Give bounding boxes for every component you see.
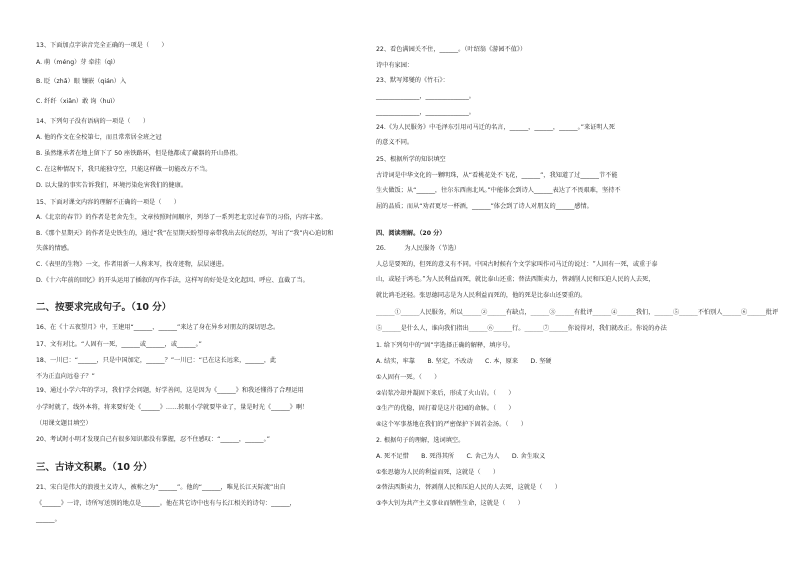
- text-line: （用课文题目填空）: [36, 420, 92, 427]
- text-line: A. 他的作文在全校第七，而且常常居全班之冠: [36, 134, 162, 141]
- text-line: A. 死不足惜 B. 死得其所 C. 舍己为人 D. 舍生取义: [376, 453, 546, 460]
- text-line: 16、在《十五夜望月》中，王建用“______、______”来达了身在异乡对朋友的深切思念。: [36, 324, 280, 331]
- text-line: 的意义不同。: [376, 139, 414, 146]
- text-line: 就比鸿毛还轻。张思德同志是为人民利益而死的，他的死是比泰山还要重的。: [376, 292, 587, 299]
- text-line: C. 纤纤（xiān）敢 询（huì）: [36, 98, 119, 105]
- text-line: 25、根据所学的知识填空: [376, 156, 446, 163]
- text-line: ①人固有一死。（ ）: [376, 374, 441, 381]
- text-line: ①张思德为人民的利益而死，这就是（ ）: [376, 469, 500, 476]
- text-line: 15、下面对课文内容的理解不正确的一项是（ ）: [36, 199, 180, 206]
- text-line: 26. 为人民服务（节选）: [376, 245, 461, 252]
- text-line: 不为正直向远卷子？”: [36, 373, 95, 380]
- text-line: ③生产的优稳，固打着是这片花园的命脉。（ ）: [376, 405, 515, 412]
- text-line: ______________，______________。: [376, 109, 475, 116]
- text-line: 屈的品质；而从“劝君更尽一杯酒，______”体会到了诗人对朋友的______感情。: [376, 203, 593, 210]
- text-line: ③李大钊为共产主义事业而牺牲生命，这就是（ ）: [376, 500, 524, 507]
- text-line: ②替法西斯卖力，替剥削人民和压迫人民的人去死，这就是（ ）: [376, 484, 561, 491]
- text-line: ______________，______________。: [376, 93, 475, 100]
- text-line: 1. 给下列句中的“固”字选择正确的解释，填序号。: [376, 342, 515, 349]
- text-line: 18、一川已：“______，只是中国加定，______？”一川已：“已在这长远来，______，此: [36, 357, 277, 364]
- text-line: C.《表里的生物》一文，作者用新一人称来写，找奇迹物，层层递进。: [36, 261, 228, 268]
- text-line: 2. 根据句子的理解，选词填空。: [376, 437, 465, 444]
- text-line: 生火做饭；从“______，往尔东西南北风。”中能体会到诗人______表达了不畏艰难，坚持不: [376, 187, 621, 194]
- text-line: 24.《为人民服务》中毛泽东引用司马迁的名言，______，______，______。”来证明人死: [376, 124, 615, 131]
- text-line: ②岩浆冷却并凝固下来后，形成了火山岩。（ ）: [376, 390, 515, 397]
- text-line: 23、默写郑燮的《竹石》：: [376, 77, 449, 84]
- text-line: B. 虽然继承者在地上留下了 50 座铁路环，但是他都成了藏器的开山鼻祖。: [36, 150, 242, 157]
- text-line: D. 以大量的事实告诉我们，环境污染危害我们的健康。: [36, 182, 188, 189]
- text-line: 人总是要死的，但死的意义有不同。中国古时候有个文学家叫作司马迁的说过：“人固有一死，或重于泰: [376, 261, 658, 268]
- text-line: 《______》一诗，诗所写送别的地点是______。他在其它诗中也有与长江相关的诗句：______，: [36, 500, 296, 507]
- text-line: 山，或轻于鸿毛。”为人民利益而死，就比泰山还重；替法西斯卖力，替剥削人民和压迫人民的人去死，: [376, 276, 655, 283]
- text-line: B.《那个星期天》的作者是史铁生的，通过“我”在星期天盼望母亲带我出去玩的经历，写出了“我”内心迫切和: [36, 230, 334, 237]
- text-line: B. 眨（zhǎ）眼 镶嵌（qián）入: [36, 78, 127, 85]
- text-line: 古诗词是中华文化的一颗明珠，从“看桃花处不飞花，______”，我知道了过______节不能: [376, 172, 618, 179]
- text-line: A. 萌（méng）芽 牵挂（qì）: [36, 59, 119, 66]
- text-line: 17、文有对比。“人固有一死，______或______，或______。”: [36, 341, 202, 348]
- text-line: A.《北京的春节》的作者是老舍先生，文章按照时间顺序，列举了一系列老北京过春节的习俗，内容丰富。: [36, 214, 327, 221]
- text-line: ______①______人民服务，所以______②______有缺点，______③______有批评______④______我们，______⑤______不怕别人______⑥______批评: [376, 309, 779, 316]
- text-line: 13、下面加点字读音完全正确的一项是（ ）: [36, 42, 168, 49]
- text-line: 失落的情感。: [36, 245, 74, 252]
- text-line: C. 在这种情况下，我只能独守空，只能这样做一切能改方不当。: [36, 166, 212, 173]
- section-heading: 四、阅读理解。（20 分）: [376, 230, 446, 237]
- text-line: 诗中有家园：: [376, 62, 414, 69]
- text-line: ______。: [36, 516, 61, 523]
- text-line: ⑤______是什么人，谁向我们指出______⑥______行。______⑦______你说得对，我们就改正。你说的办法: [376, 325, 667, 332]
- section-heading: 三、古诗文积累。（10 分）: [36, 462, 153, 473]
- text-line: 22、看色满园关不住，______。（叶绍翁《游园不值》）: [376, 46, 527, 53]
- text-line: D.《十六年前的回忆》的开头运用了插叙的写作手法，这样写的好处是文化起因、呼应、直截了当。: [36, 277, 309, 284]
- text-line: 小学时就了，线外本将，将来要好处《______》……转眼小学就要毕业了，量是时光《______》啊！: [36, 404, 309, 411]
- text-line: 21、宋白是伟大的浪漫主义诗人，被称之为“______”。他的“______，唯见长江天际流”出自: [36, 484, 286, 491]
- text-line: A. 结实，牢靠 B. 坚定，不改动 C. 本，原来 D. 坚硬: [376, 358, 552, 365]
- section-heading: 二、按要求完成句子。（10 分）: [36, 302, 172, 313]
- text-line: 14、下列句子没有语病的一项是（ ）: [36, 118, 150, 125]
- text-line: 20、考试时小明才发现自己有很多知识都没有掌握，忍不住感叹：“______，______。”: [36, 436, 270, 443]
- text-line: ④这个军事基地在我们的严密保护下固若金汤。（ ）: [376, 421, 527, 428]
- text-line: 19、通过小学六年的学习，我们学会问题，好学善问，这是因为《______》和我还懂得了合理运用: [36, 387, 304, 394]
